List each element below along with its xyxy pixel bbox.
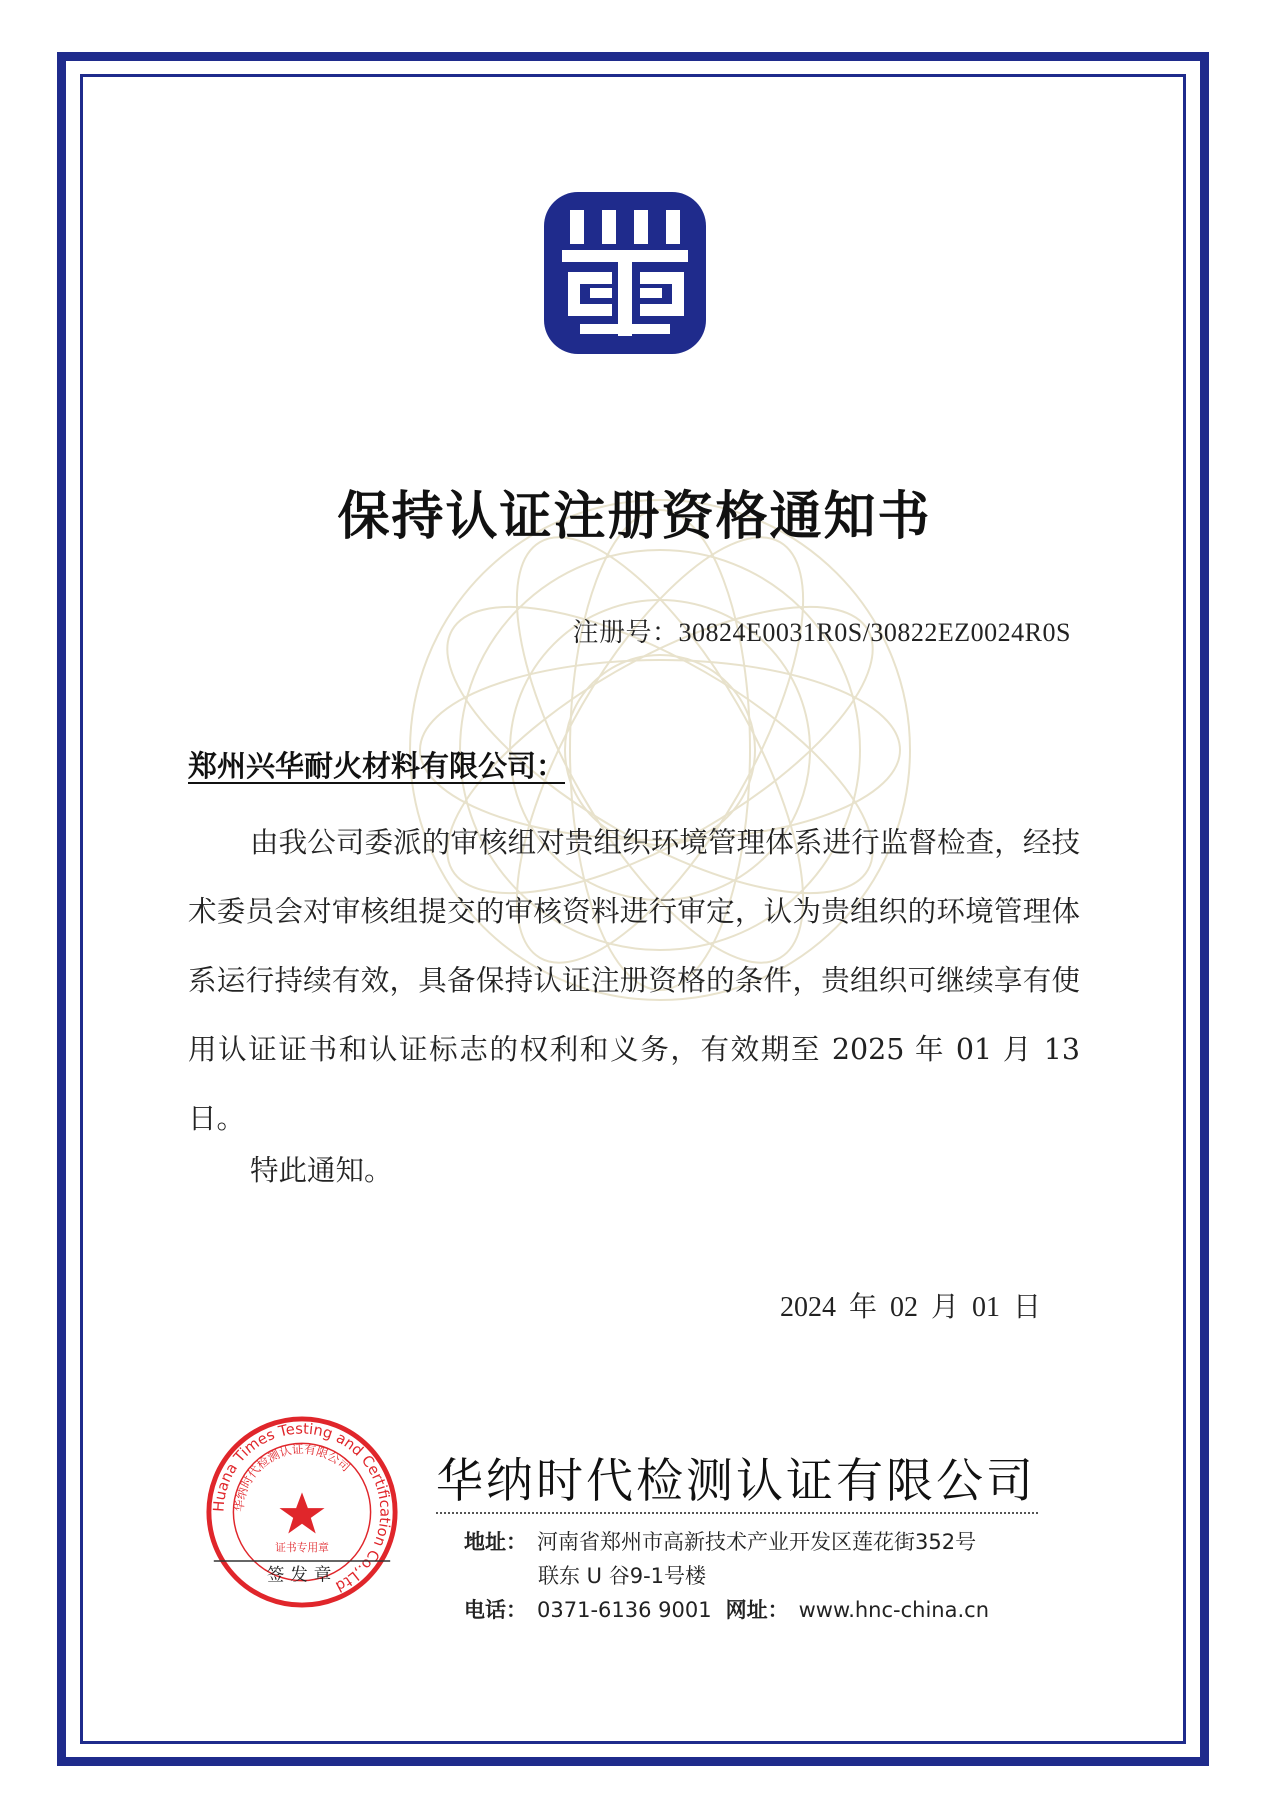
phone-value: 0371-6136 9001 — [537, 1598, 712, 1622]
seal-inner-text: 华纳时代检测认证有限公司 — [231, 1441, 353, 1513]
company-divider — [436, 1512, 1038, 1514]
issuer-address-line1 — [464, 1526, 976, 1556]
document-title: 保持认证注册资格通知书 — [337, 487, 932, 547]
issue-date: 2024 年 02 月 01 日 — [779, 1292, 1041, 1323]
issuer-logo-icon — [540, 188, 710, 358]
issuer-contact-line — [464, 1594, 989, 1624]
issuer-company-name: 华纳时代检测认证有限公司 — [436, 1454, 1036, 1509]
website-value: www.hnc-china.cn — [798, 1598, 990, 1622]
seal-outer-text: Huana Times Testing and Certification Co.,Ltd — [210, 1420, 394, 1595]
issuer-address-line2: 联东 U 谷9-1号楼 — [538, 1564, 707, 1588]
seal-small-text: 证书专用章 — [275, 1541, 329, 1555]
closing-line: 特此通知。 — [250, 1154, 393, 1187]
registration-number: 30824E0031R0S/30822EZ0024R0S — [678, 618, 1071, 647]
seal-label: 签发章 — [266, 1565, 338, 1586]
website-label: 网址： — [725, 1598, 789, 1622]
notice-body: 由我公司委派的审核组对贵组织环境管理体系进行监督检查，经技术委员会对审核组提交的审核资料进行审定，认为贵组织的环境管理体系运行持续有效，具备保持认证注册资格的条件，贵组织可继续享有使用认证证书和认证标志的权利和义务，有效期至 2025 年 01 月 13 日。 — [188, 826, 1080, 1135]
registration-number-line — [573, 612, 1072, 649]
recipient-name: 郑州兴华耐火材料有限公司： — [188, 749, 566, 783]
registration-label: 注册号： — [572, 618, 679, 647]
official-seal-icon — [204, 1414, 400, 1610]
address-label: 地址： — [464, 1530, 527, 1554]
address-value: 河南省郑州市高新技术产业开发区莲花街352号 — [537, 1530, 977, 1554]
phone-label: 电话： — [464, 1598, 527, 1622]
